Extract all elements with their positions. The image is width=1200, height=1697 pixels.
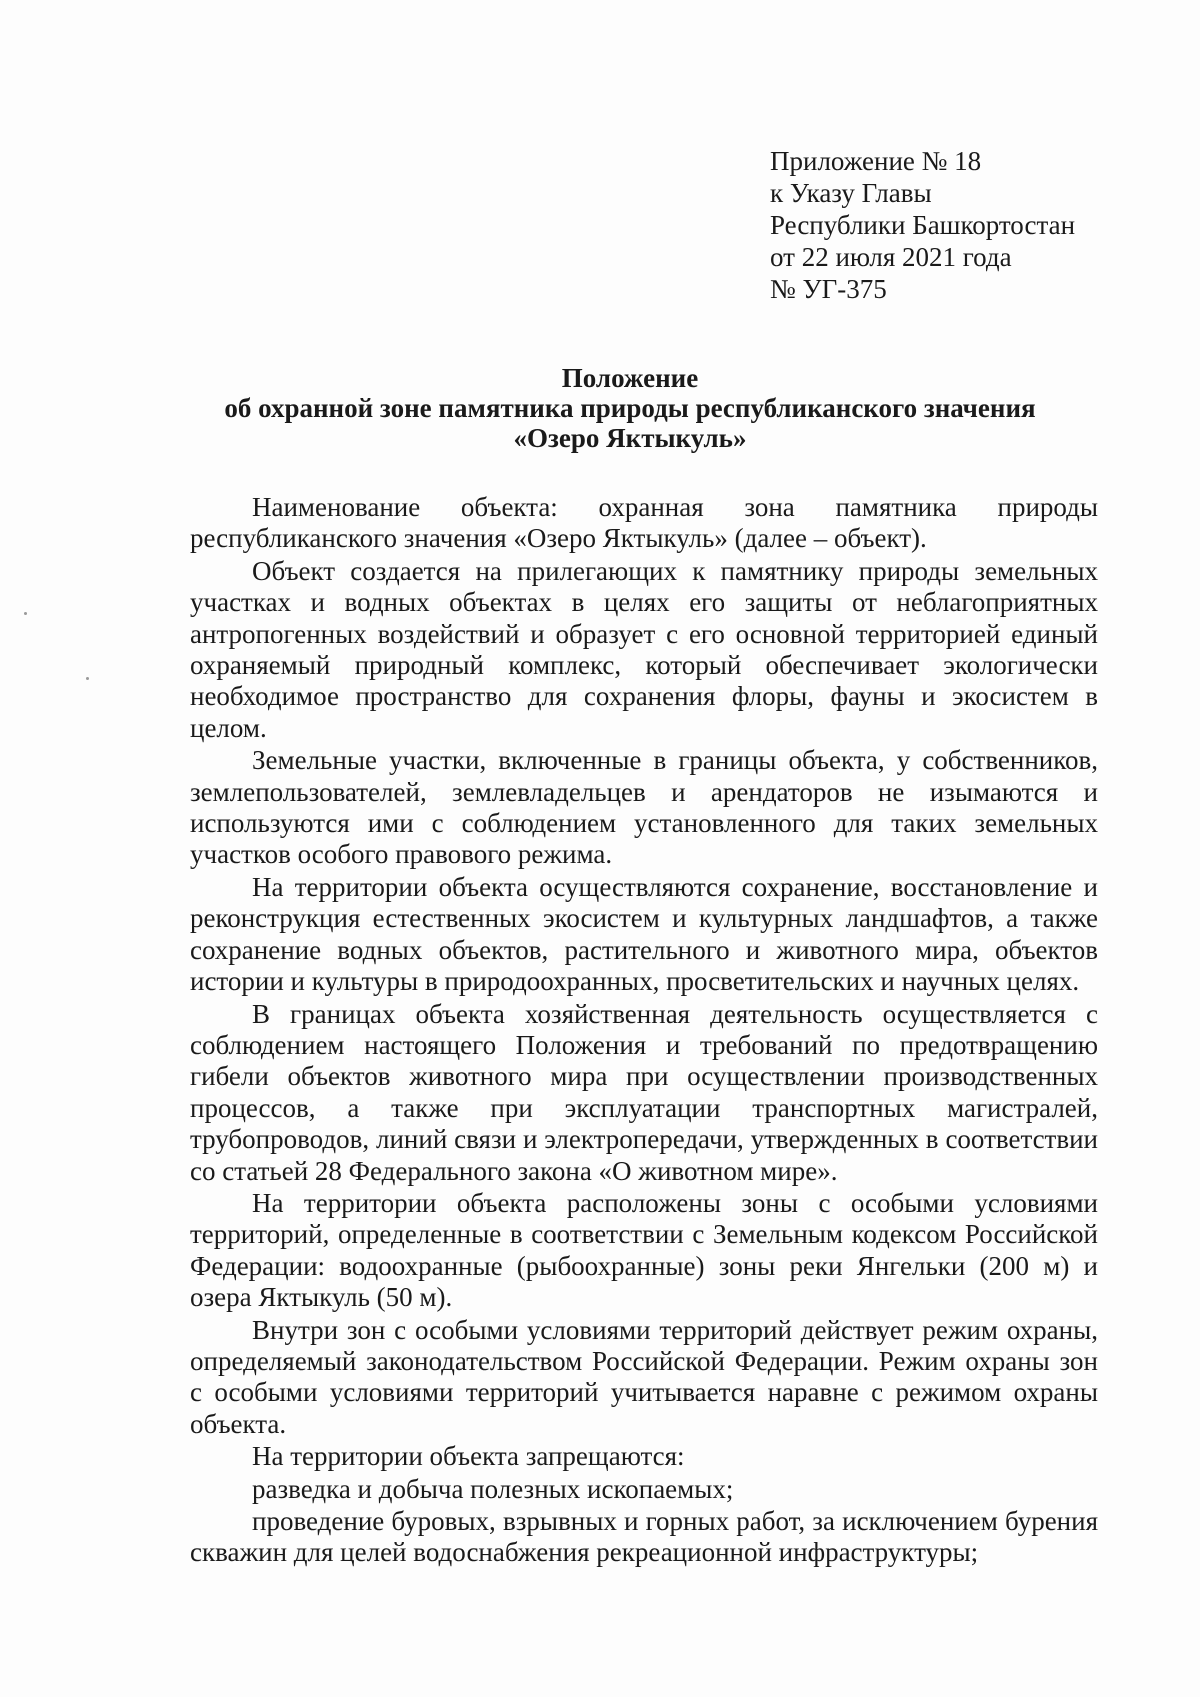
scan-speck xyxy=(86,677,89,680)
title-line: «Озеро Яктыкуль» xyxy=(513,423,747,453)
document-title xyxy=(180,363,1080,453)
paragraph: На территории объекта осуществляются сохранение, восстановление и реконструкция естественных экосистем и культурных ландшафтов, а также сохранение водных объектов, растительного и животного мира, объектов истории и культуры в природоохранных, просветительских и научных целях. xyxy=(190,871,1098,997)
paragraph: Внутри зон с особыми условиями территорий действует режим охраны, определяемый законодательством Российской Федерации. Режим охраны зон с особыми условиями территорий учитывается наравне с режимом охраны объекта. xyxy=(190,1314,1098,1439)
appendix-line: к Указу Главы xyxy=(770,178,932,208)
appendix-header xyxy=(770,145,1170,305)
paragraph: На территории объекта запрещаются: xyxy=(252,1441,685,1472)
appendix-line: Приложение № 18 xyxy=(770,146,982,176)
list-item: проведение буровых, взрывных и горных работ, за исключением бурения скважин для целей водоснабжения рекреационной инфраструктуры; xyxy=(190,1506,1098,1568)
appendix-line: Республики Башкортостан xyxy=(770,210,1076,240)
appendix-line: от 22 июля 2021 года xyxy=(770,242,1012,272)
paragraph: Наименование объекта: охранная зона памятника природы республиканского значения «Озеро Яктыкуль» (далее – объект). xyxy=(190,492,1098,554)
scan-speck xyxy=(24,612,27,615)
document-body xyxy=(190,492,1098,1570)
title-line: об охранной зоне памятника природы республиканского значения xyxy=(224,393,1036,423)
paragraph: В границах объекта хозяйственная деятельность осуществляется с соблюдением настоящего Положения и требований по предотвращению гибели объектов животного мира при осуществлении производственных процессов, а также при эксплуатации транспортных магистралей, трубопроводов, линий связи и электропередачи, утвержденных в соответствии со статьей 28 Федерального закона «О животном мире». xyxy=(190,998,1098,1186)
paragraph: На территории объекта расположены зоны с особыми условиями территорий, определенные в соответствии с Земельным кодексом Российской Федерации: водоохранные (рыбоохранные) зоны реки Янгельки (200 м) и озера Яктыкуль (50 м). xyxy=(190,1187,1098,1313)
appendix-line: № УГ-375 xyxy=(770,274,887,304)
paragraph: Земельные участки, включенные в границы объекта, у собственников, землепользователей, землевладельцев и арендаторов не изымаются и используются ими с соблюдением установленного для таких земельных участков особого правового режима. xyxy=(190,745,1098,870)
title-line: Положение xyxy=(561,363,699,393)
list-item: разведка и добыча полезных ископаемых; xyxy=(252,1473,734,1504)
paragraph: Объект создается на прилегающих к памятнику природы земельных участках и водных объектах в целях его защиты от неблагоприятных антропогенных воздействий и образует с его основной территорией единый охраняемый природный комплекс, который обеспечивает экологически необходимое пространство для сохранения флоры, фауны и экосистем в целом. xyxy=(190,555,1098,743)
